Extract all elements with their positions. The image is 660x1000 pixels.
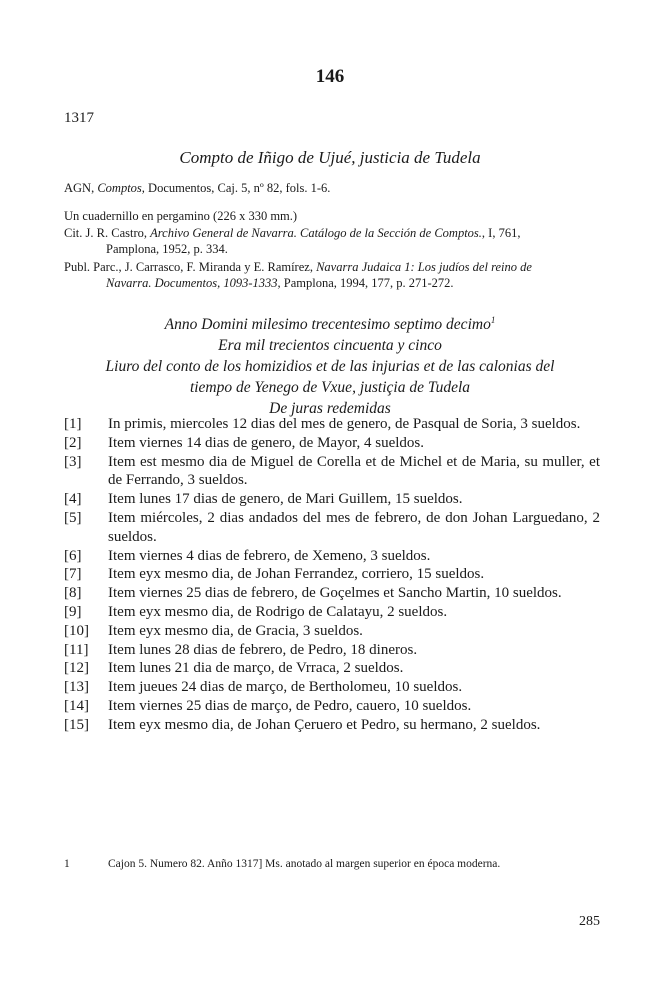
entry xyxy=(64,509,600,547)
entry xyxy=(64,678,600,697)
heading-line: tiempo de Yenego de Vxue, justiçia de Tudela xyxy=(189,379,471,397)
heading-line: De juras redemidas xyxy=(269,400,391,418)
entry-number: [2] xyxy=(64,434,82,451)
entry-number: [13] xyxy=(64,679,89,696)
entry xyxy=(64,434,600,453)
entry xyxy=(64,716,600,735)
entry-text: Item eyx mesmo dia, de Gracia, 3 sueldos. xyxy=(108,622,363,639)
entry-text: Item lunes 17 dias de genero, de Mari Guillem, 15 sueldos. xyxy=(108,491,463,508)
heading-line: Era mil trecientos cincuenta y cinco xyxy=(218,337,442,355)
entry-number: [11] xyxy=(64,641,89,658)
entry-number: [10] xyxy=(64,622,89,639)
entry xyxy=(64,641,600,660)
entry-text: Item eyx mesmo dia, de Johan Çeruero et Pedro, su hermano, 2 sueldos. xyxy=(108,716,541,733)
citation-label: Cit. J. R. Castro, xyxy=(64,226,151,240)
page-number: 285 xyxy=(579,914,600,929)
publication-work-1: Navarra Judaica 1: Los judíos del reino de xyxy=(316,260,532,274)
entry-text: Item eyx mesmo dia, de Johan Ferrandez, corriero, 15 sueldos. xyxy=(108,566,485,583)
entry-text: Item lunes 28 dias de febrero, de Pedro, 18 dineros. xyxy=(108,641,418,658)
publication-line-2 xyxy=(64,275,604,291)
footnote xyxy=(64,858,604,870)
publication-rest: Pamplona, 1994, 177, p. 271-272. xyxy=(280,276,454,290)
entry xyxy=(64,622,600,641)
document-year: 1317 xyxy=(64,110,94,126)
physical-description: Un cuadernillo en pergamino (226 x 330 mm.) xyxy=(64,209,298,223)
entry-number: [5] xyxy=(64,509,82,526)
heading-line xyxy=(64,310,596,335)
document-number: 146 xyxy=(315,66,345,87)
publication-work-2: Navarra. Documentos, 1093-1333, xyxy=(106,276,281,290)
archive-source xyxy=(64,180,604,196)
citation xyxy=(64,225,604,257)
entry xyxy=(64,565,600,584)
entry-number: [6] xyxy=(64,547,82,564)
entry-text: Item jueues 24 dias de março, de Bertholomeu, 10 sueldos. xyxy=(108,679,463,696)
citation-rest: , I, 761, xyxy=(481,226,521,240)
entry-number: [8] xyxy=(64,585,82,602)
entry-text: Item eyx mesmo dia, de Rodrigo de Calatayu, 2 sueldos. xyxy=(108,603,448,620)
citation-line-1 xyxy=(64,225,604,241)
footnote-reference: 1 xyxy=(490,315,496,325)
citation-line-2: Pamplona, 1952, p. 334. xyxy=(106,242,228,256)
publication-label: Publ. Parc., J. Carrasco, F. Miranda y E. Ramírez, xyxy=(64,260,317,274)
entry-text: Item viernes 4 dias de febrero, de Xemeno, 3 sueldos. xyxy=(108,547,431,564)
entry xyxy=(64,415,600,434)
entry-number: [7] xyxy=(64,566,82,583)
entry xyxy=(64,490,600,509)
publication xyxy=(64,259,604,291)
entry xyxy=(64,697,600,716)
source-prefix: AGN, xyxy=(64,181,98,195)
entry-number: [14] xyxy=(64,697,89,714)
citation-work: Archivo General de Navarra. Catálogo de la Sección de Comptos. xyxy=(150,226,482,240)
document-title: Compto de Iñigo de Ujué, justicia de Tudela xyxy=(179,148,481,167)
document-heading xyxy=(64,310,596,419)
entry xyxy=(64,584,600,603)
heading-line: Liuro del conto de los homizidios et de las injurias et de las calonias del xyxy=(105,358,555,376)
source-rest: Documentos, Caj. 5, nº 82, fols. 1-6. xyxy=(144,181,331,195)
entry-number: [15] xyxy=(64,716,89,733)
entry xyxy=(64,453,600,491)
entry-text: Item est mesmo dia de Miguel de Corella et de Michel et de Maria, su muller, et de Ferrando, 3 sueldos. xyxy=(108,453,600,489)
footnote-text: Cajon 5. Numero 82. Anño 1317] Ms. anotado al margen superior en época moderna. xyxy=(108,858,501,870)
entry-text: Item viernes 25 dias de febrero, de Goçelmes et Sancho Martin, 10 sueldos. xyxy=(108,585,562,602)
entry xyxy=(64,659,600,678)
heading-text: Anno Domini milesimo trecentesimo septimo decimo xyxy=(164,316,491,334)
source-collection: Comptos, xyxy=(97,181,145,195)
entry xyxy=(64,603,600,622)
entry-number: [12] xyxy=(64,660,89,677)
entry-text: Item viernes 14 dias de genero, de Mayor, 4 sueldos. xyxy=(108,434,424,451)
entry-text: Item viernes 25 dias de março, de Pedro, cauero, 10 sueldos. xyxy=(108,697,472,714)
entry-number: [3] xyxy=(64,453,82,470)
footnote-number: 1 xyxy=(64,858,70,870)
entry-list xyxy=(64,415,600,735)
entry-text: In primis, miercoles 12 dias del mes de genero, de Pasqual de Soria, 3 sueldos. xyxy=(108,416,581,432)
entry xyxy=(64,547,600,566)
entry-text: Item miércoles, 2 dias andados del mes de febrero, de don Johan Larguedano, 2 sueldos. xyxy=(108,509,600,545)
entry-number: [1] xyxy=(64,416,82,432)
publication-line-1 xyxy=(64,259,604,275)
entry-number: [9] xyxy=(64,603,82,620)
entry-number: [4] xyxy=(64,491,82,508)
entry-text: Item lunes 21 dia de março, de Vrraca, 2 sueldos. xyxy=(108,660,404,677)
